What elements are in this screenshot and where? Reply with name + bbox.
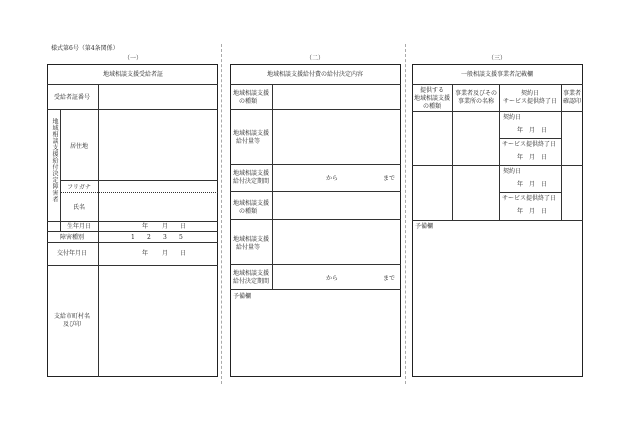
amount-label: 地域相談支援 [233, 130, 270, 137]
row-line [47, 265, 218, 266]
issue-year: 年 [142, 250, 149, 257]
contract-date-value: 年 月 日 [517, 127, 548, 134]
contract-date-label: 契約日 [503, 168, 522, 175]
to-label: まで [383, 275, 396, 282]
birthdate-month: 月 [162, 223, 169, 230]
disability-label: 障害種別 [59, 234, 85, 241]
amount-label-2: 給付量等 [236, 138, 261, 145]
amount-label-2: 給付量等 [236, 244, 261, 251]
col-line [561, 84, 562, 220]
panel-two-title: 地域相談支援給付費の給付決定内容 [266, 71, 364, 78]
disability-option: 5 [179, 234, 183, 241]
birthdate-label: 生年月日 [66, 223, 92, 230]
issue-date-label: 交付年月日 [56, 250, 88, 257]
kind-label: 地域相談支援 [233, 90, 270, 97]
panel-three-marker: （三） [487, 55, 507, 62]
col-header: の種類 [422, 103, 442, 110]
row-line [230, 191, 401, 192]
row-line [499, 138, 561, 139]
row-line [230, 264, 401, 265]
row-line [60, 192, 218, 193]
row-line [230, 164, 401, 165]
row-line [47, 221, 218, 222]
row-line [60, 180, 218, 181]
row-line [230, 289, 401, 290]
row-line [230, 84, 401, 85]
service-end-value: 年 月 日 [517, 154, 548, 161]
row-line [499, 192, 561, 193]
furigana-label: フリガナ [67, 184, 91, 191]
contract-date-value: 年 月 日 [517, 181, 548, 188]
row-line [47, 109, 218, 110]
row-line [412, 84, 583, 85]
col-line [272, 84, 273, 289]
col-header: 確認印 [562, 98, 582, 105]
row-line [412, 220, 583, 221]
panel-one-title: 地域相談支援受給者証 [102, 71, 164, 78]
disability-option: 3 [163, 234, 167, 241]
fold-line [405, 44, 406, 384]
service-end-label: サービス提供終了日 [502, 141, 557, 148]
remarks-label: 予備欄 [415, 223, 434, 230]
issue-month: 月 [162, 250, 169, 257]
panel-two-marker: （二） [305, 55, 325, 62]
service-end-value: 年 月 日 [517, 208, 548, 215]
period-label: 地域相談支援 [233, 170, 270, 177]
row-line [47, 231, 218, 232]
name-label: 氏名 [72, 204, 86, 211]
col-header: 提供する [419, 87, 445, 94]
row-line [230, 219, 401, 220]
kind-label: 地域相談支援 [233, 200, 270, 207]
cert-no-label: 受給者証番号 [53, 94, 91, 101]
from-label: から [326, 175, 339, 182]
amount-label: 地域相談支援 [233, 236, 270, 243]
kind-label-2: の種類 [239, 208, 258, 215]
birthdate-day: 日 [180, 223, 187, 230]
period-label: 地域相談支援 [233, 270, 270, 277]
fold-line [221, 44, 222, 384]
disability-option: 1 [131, 234, 135, 241]
col-line [452, 84, 453, 220]
panel-three-title: 一般相談支援事業者記載欄 [460, 71, 534, 78]
period-label-2: 給付決定期間 [233, 178, 270, 185]
service-end-label: サービス提供終了日 [502, 195, 557, 202]
birthdate-year: 年 [142, 223, 149, 230]
col-line [98, 265, 99, 377]
disability-option: 2 [147, 234, 151, 241]
municipality-label: 支給市町村名 [53, 313, 91, 320]
row-line [47, 84, 218, 85]
col-header: サービス提供終了日 [502, 98, 558, 105]
issue-day: 日 [180, 250, 187, 257]
to-label: まで [383, 175, 396, 182]
remarks-label: 予備欄 [233, 293, 252, 300]
panel-two-box [230, 64, 401, 377]
address-label: 居住地 [69, 143, 89, 150]
col-line [60, 109, 61, 231]
col-line [98, 84, 99, 265]
row-line [230, 109, 401, 110]
from-label: から [326, 275, 339, 282]
row-line [412, 165, 583, 166]
col-header: 地域相談支援 [413, 95, 451, 102]
col-header: 事業所の名称 [457, 98, 495, 105]
col-header: 事業者 [562, 90, 582, 97]
form-label: 様式第6号（第4条関係） [51, 45, 119, 52]
col-line [499, 84, 500, 220]
contract-date-label: 契約日 [503, 114, 522, 121]
col-header: 契約日 [520, 90, 540, 97]
row-line [412, 111, 583, 112]
kind-label-2: の種類 [239, 98, 258, 105]
panel-one-marker: （一） [123, 55, 143, 62]
col-header: 事業者及びその [454, 90, 498, 97]
municipality-label-2: 及び印 [62, 321, 82, 328]
recipient-vertical-label: 地域相談支援給付決定障害者 [51, 118, 58, 203]
row-line [47, 242, 218, 243]
period-label-2: 給付決定期間 [233, 278, 270, 285]
